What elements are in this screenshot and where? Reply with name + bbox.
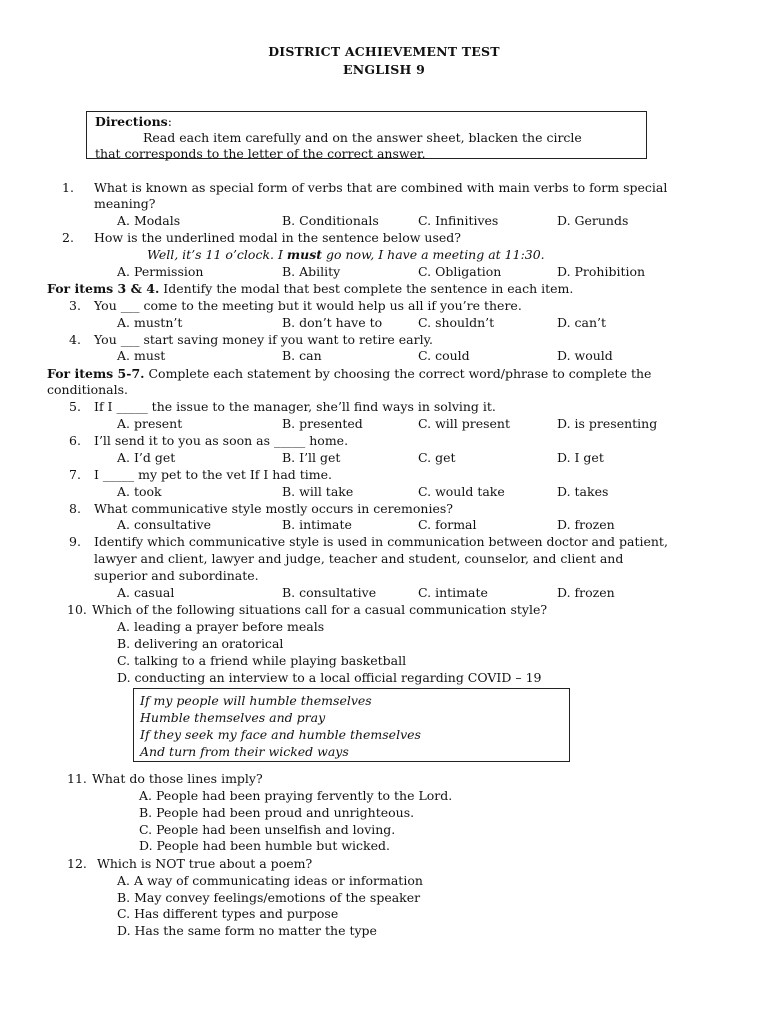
question-7-number: 7. — [69, 467, 81, 482]
question-6-text: I’ll send it to you as soon as _____ home. — [94, 433, 349, 448]
test-subject: ENGLISH 9 — [343, 62, 425, 77]
q11-option-c: C. People had been unselfish and loving. — [139, 822, 396, 837]
directions-colon: : — [167, 114, 172, 129]
question-10-text: Which of the following situations call for a casual communication style? — [92, 602, 548, 617]
poem-line: Humble themselves and pray — [140, 710, 326, 725]
items-5-7-instruction: For items 5-7. Complete each statement by choosing the correct word/phrase to complete the — [47, 366, 652, 381]
q4-option-a: A. must — [117, 348, 166, 363]
question-7-text: I _____ my pet to the vet If I had time. — [94, 467, 333, 482]
q3-option-b: B. don’t have to — [282, 315, 383, 330]
q5-option-c: C. will present — [418, 416, 510, 431]
directions-line-1: Read each item carefully and on the answer sheet, blacken the circle — [143, 130, 582, 145]
q12-option-d: D. Has the same form no matter the type — [117, 923, 377, 938]
q4-option-b: B. can — [282, 348, 322, 363]
q6-option-b: B. I’ll get — [282, 450, 341, 465]
q1-option-b: B. Conditionals — [282, 213, 379, 228]
q1-option-d: D. Gerunds — [557, 213, 629, 228]
q11-option-a: A. People had been praying fervently to the Lord. — [139, 788, 453, 803]
q1-option-c: C. Infinitives — [418, 213, 499, 228]
q6-option-a: A. I’d get — [117, 450, 176, 465]
question-9-text-line-2: lawyer and client, lawyer and judge, teacher and student, counselor, and client and — [94, 551, 624, 566]
question-11-number: 11. — [67, 771, 87, 786]
q7-option-d: D. takes — [557, 484, 609, 499]
q8-option-a: A. consultative — [117, 517, 211, 532]
q9-option-b: B. consultative — [282, 585, 377, 600]
question-3-text: You ___ come to the meeting but it would help us all if you’re there. — [94, 298, 522, 313]
q9-option-a: A. casual — [117, 585, 175, 600]
underlined-modal: must — [286, 247, 323, 262]
q1-option-a: A. Modals — [117, 213, 181, 228]
q2-option-d: D. Prohibition — [557, 264, 646, 279]
q12-option-a: A. A way of communicating ideas or information — [117, 873, 423, 888]
question-1-text-line-1: What is known as special form of verbs that are combined with main verbs to form special — [94, 180, 668, 195]
q5-option-b: B. presented — [282, 416, 363, 431]
q2-option-a: A. Permission — [117, 264, 204, 279]
q2-option-b: B. Ability — [282, 264, 341, 279]
question-12-text: Which is NOT true about a poem? — [97, 856, 313, 871]
q7-option-a: A. took — [117, 484, 162, 499]
items-5-7-instruction-line-2: conditionals. — [47, 382, 129, 397]
items-3-4-instruction: For items 3 & 4. Identify the modal that best complete the sentence in each item. — [47, 281, 574, 296]
q8-option-d: D. frozen — [557, 517, 615, 532]
q10-option-b: B. delivering an oratorical — [117, 636, 284, 651]
question-1 — [62, 180, 74, 196]
question-10-number: 10. — [67, 602, 87, 617]
question-5-number: 5. — [69, 399, 81, 414]
q12-option-c: C. Has different types and purpose — [117, 906, 339, 921]
question-3-number: 3. — [69, 298, 81, 313]
q12-option-b: B. May convey feelings/emotions of the speaker — [117, 890, 421, 905]
q5-option-a: A. present — [117, 416, 183, 431]
q10-option-c: C. talking to a friend while playing basketball — [117, 653, 407, 668]
q7-option-b: B. will take — [282, 484, 354, 499]
q8-option-b: B. intimate — [282, 517, 352, 532]
question-4-text: You ___ start saving money if you want to retire early. — [94, 332, 433, 347]
q3-option-a: A. mustn’t — [117, 315, 183, 330]
q5-option-d: D. is presenting — [557, 416, 658, 431]
question-number: 1. — [62, 180, 74, 195]
q11-option-b: B. People had been proud and unrighteous. — [139, 805, 415, 820]
q10-option-d: D. conducting an interview to a local official regarding COVID – 19 — [117, 670, 542, 685]
question-8-text: What communicative style mostly occurs in ceremonies? — [94, 501, 453, 516]
question-5-text: If I _____ the issue to the manager, she’ll find ways in solving it. — [94, 399, 496, 414]
poem-line: And turn from their wicked ways — [140, 744, 349, 759]
q6-option-d: D. I get — [557, 450, 604, 465]
test-title: DISTRICT ACHIEVEMENT TEST — [268, 44, 500, 59]
q3-option-c: C. shouldn’t — [418, 315, 495, 330]
q4-option-d: D. would — [557, 348, 613, 363]
q10-option-a: A. leading a prayer before meals — [117, 619, 325, 634]
directions-box — [86, 111, 647, 159]
q9-option-d: D. frozen — [557, 585, 615, 600]
question-1-text-line-2: meaning? — [94, 196, 156, 211]
q11-option-d: D. People had been humble but wicked. — [139, 838, 390, 853]
poem-line: If my people will humble themselves — [140, 693, 372, 708]
poem-line: If they seek my face and humble themselves — [140, 727, 421, 742]
question-6-number: 6. — [69, 433, 81, 448]
question-9-text-line-1: Identify which communicative style is used in communication between doctor and patient, — [94, 534, 668, 549]
question-11-text: What do those lines imply? — [92, 771, 263, 786]
q9-option-c: C. intimate — [418, 585, 488, 600]
question-2-text: How is the underlined modal in the sentence below used? — [94, 230, 461, 245]
question-9-number: 9. — [69, 534, 81, 549]
q2-option-c: C. Obligation — [418, 264, 502, 279]
directions-label: Directions — [95, 114, 168, 129]
q6-option-c: C. get — [418, 450, 456, 465]
question-9-text-line-3: superior and subordinate. — [94, 568, 259, 583]
q3-option-d: D. can’t — [557, 315, 607, 330]
question-2-number: 2. — [62, 230, 74, 245]
q7-option-c: C. would take — [418, 484, 505, 499]
question-8-number: 8. — [69, 501, 81, 516]
question-4-number: 4. — [69, 332, 81, 347]
question-12-number: 12. — [67, 856, 87, 871]
poem-box — [133, 688, 570, 762]
q2-sentence: Well, it’s 11 o’clock. I must go now, I have a meeting at 11:30. — [147, 247, 545, 262]
q8-option-c: C. formal — [418, 517, 477, 532]
q4-option-c: C. could — [418, 348, 470, 363]
directions-line-2: that corresponds to the letter of the correct answer. — [95, 146, 426, 161]
